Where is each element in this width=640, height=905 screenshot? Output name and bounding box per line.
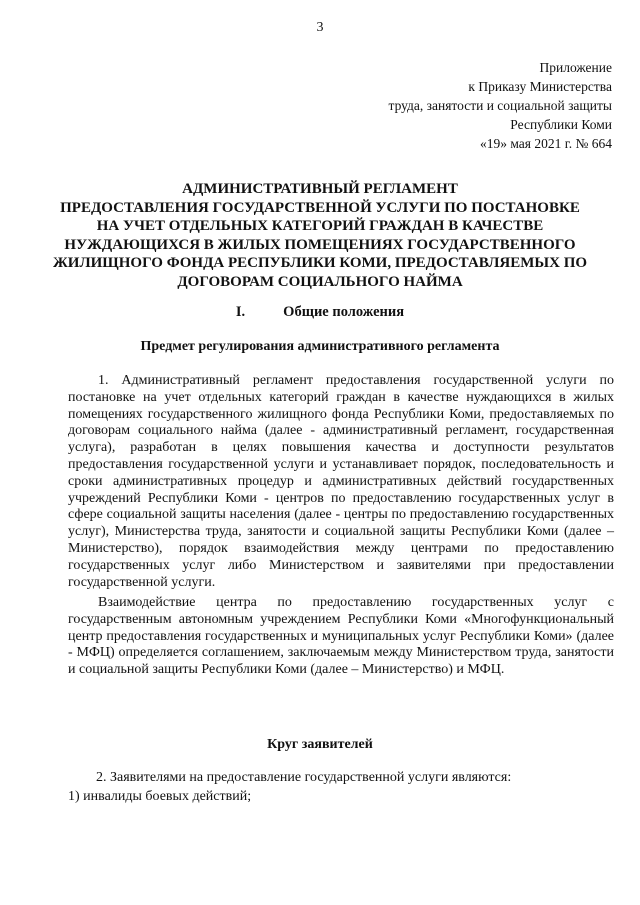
paragraph-1: 1. Административный регламент предоставления государственной услуги по постановке на учет отдельных категорий граждан в качестве нуждающихся в жилых помещениях государственного жилищного фонда Республики Коми, предоставляемых по договорам социального найма (далее - административный регламент, государственная услуга), разработан в целях повышения качества и доступности результатов предоставления государственной услуги и устанавливает порядок, последовательность и сроки административных процедур и административных действий государственных учреждений Республики Коми - центров по предоставлению государственных услуг в сфере социальной защиты населения (далее - центры по предоставлению государственных услуг), Министерства труда, занятости и социальной защиты Республики Коми (далее – Министерство), порядок взаимодействия между центрами по предоставлению государственных услуг либо Министерством и заявителями при предоставлении государственной услуги. xyxy=(68,373,614,590)
title-line: ЖИЛИЩНОГО ФОНДА РЕСПУБЛИКИ КОМИ, ПРЕДОСТАВЛЯЕМЫХ ПО xyxy=(52,255,588,271)
appendix-block xyxy=(389,58,613,153)
appendix-line: Республики Коми xyxy=(510,117,612,132)
paragraph-2: Взаимодействие центра по предоставлению государственных услуг с государственным автономным учреждением Республики Коми «Многофункциональный центр предоставления государственных и муниципальных услуг Республики Коми» (далее - МФЦ) определяется соглашением, заключаемым между Министерством труда, занятости и социальной защиты Республики Коми (далее – Министерство) и МФЦ. xyxy=(68,595,614,678)
appendix-line: труда, занятости и социальной защиты xyxy=(388,98,612,113)
list-item-2: 2. Заявителями на предоставление государственной услуги являются: xyxy=(96,770,512,785)
subheading-subject: Предмет регулирования административного регламента xyxy=(140,339,500,354)
document-title xyxy=(40,180,600,291)
page-number: 3 xyxy=(316,20,324,35)
appendix-line: Приложение xyxy=(539,60,612,75)
title-line: АДМИНИСТРАТИВНЫЙ РЕГЛАМЕНТ xyxy=(182,181,458,197)
list-item-2-1: 1) инвалиды боевых действий; xyxy=(68,789,252,804)
title-line: ПРЕДОСТАВЛЕНИЯ ГОСУДАРСТВЕННОЙ УСЛУГИ ПО ПОСТАНОВКЕ xyxy=(60,199,580,216)
subheading-applicants: Круг заявителей xyxy=(267,737,373,752)
appendix-line: к Приказу Министерства xyxy=(468,79,612,94)
section-number: I. xyxy=(235,304,246,320)
title-line: НА УЧЕТ ОТДЕЛЬНЫХ КАТЕГОРИЙ ГРАЖДАН В КАЧЕСТВЕ xyxy=(96,218,544,234)
section-heading xyxy=(0,304,640,321)
appendix-line: «19» мая 2021 г. № 664 xyxy=(479,136,612,151)
section-title: Общие положения xyxy=(283,304,405,320)
title-line: ДОГОВОРАМ СОЦИАЛЬНОГО НАЙМА xyxy=(177,273,463,290)
title-line: НУЖДАЮЩИХСЯ В ЖИЛЫХ ПОМЕЩЕНИЯХ ГОСУДАРСТВЕННОГО xyxy=(64,236,576,253)
